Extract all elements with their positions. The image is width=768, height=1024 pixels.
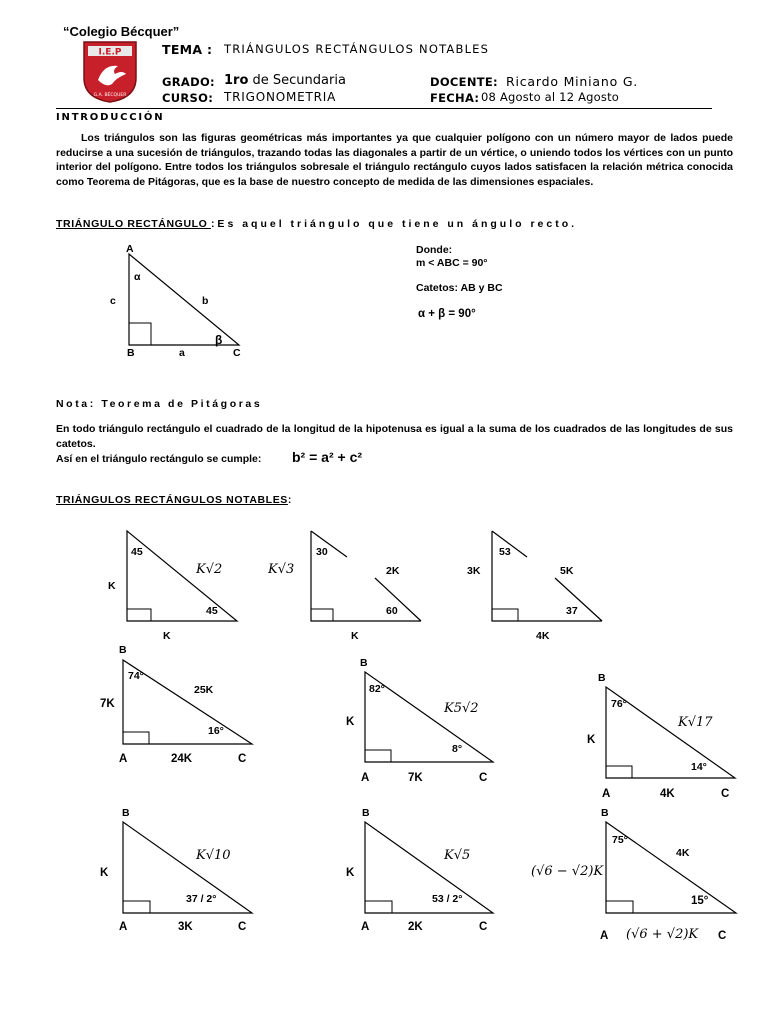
t2-left: K√3 — [268, 562, 295, 577]
t9-vertex-A: A — [600, 930, 609, 942]
right-angle-mark — [127, 609, 151, 621]
school-name: “Colegio Bécquer” — [63, 24, 180, 39]
t8-vertex-A: A — [361, 921, 370, 933]
t9-bottom: (√6 + √2)K — [626, 927, 699, 942]
fecha-value: 08 Agosto al 12 Agosto — [481, 90, 620, 104]
fecha-label: FECHA: — [430, 91, 480, 105]
t1-bottom-angle: 45 — [206, 605, 218, 617]
curso-value: TRIGONOMETRIA — [224, 90, 337, 104]
t3-bottom: 4K — [536, 630, 550, 642]
t6-bottom-angle: 14° — [691, 761, 707, 773]
alpha-label: α — [134, 271, 141, 283]
t6-top-angle: 76° — [611, 698, 627, 710]
beta-label: β — [215, 333, 223, 347]
right-angle-mark — [311, 609, 333, 621]
t9-vertex-B: B — [601, 807, 609, 819]
t6-vertex-B: B — [598, 672, 606, 684]
t3-bottom-angle: 37 — [566, 605, 578, 617]
vertex-C-label: C — [233, 347, 241, 359]
angle-sum-text: α + β = 90° — [418, 308, 476, 320]
vertex-B-label: B — [127, 347, 135, 359]
right-angle-mark — [123, 732, 149, 744]
triangle-37-53-legs — [492, 531, 602, 621]
docente-label: DOCENTE: — [430, 75, 498, 89]
grado-label: GRADO: — [162, 75, 215, 89]
t8-vertex-C: C — [479, 921, 488, 933]
t4-top-angle: 74° — [128, 670, 144, 682]
t7-bottom-angle: 37 / 2° — [186, 893, 217, 905]
triangle-53-half — [365, 822, 493, 913]
catetos-text: Catetos: AB y BC — [416, 282, 503, 294]
t9-top-angle: 75° — [612, 834, 628, 846]
right-triangle-definition: :Es aquel triángulo que tiene un ángulo recto. — [210, 218, 578, 230]
side-c-label: c — [110, 295, 116, 307]
t7-vertex-B: B — [122, 807, 130, 819]
tema-label: TEMA : — [162, 42, 213, 57]
right-angle-mark — [606, 766, 632, 778]
side-a-label: a — [179, 347, 185, 359]
t5-top-angle: 82° — [369, 683, 385, 695]
logo-text: I.E.P — [98, 47, 122, 58]
triangle-30-60-legs — [311, 531, 421, 621]
tema-value: TRIÁNGULOS RECTÁNGULOS NOTABLES — [224, 42, 490, 56]
t6-bottom: 4K — [660, 788, 675, 800]
t8-bottom: 2K — [408, 921, 423, 933]
t4-hyp: 25K — [194, 684, 214, 696]
triangle-30-60-hyp-bottom — [375, 578, 421, 621]
t1-left: K — [108, 580, 116, 592]
pythagoras-formula: b² = a² + c² — [292, 449, 363, 465]
t4-bottom: 24K — [171, 753, 193, 765]
t5-left: K — [346, 716, 355, 728]
t3-top-angle: 53 — [499, 546, 511, 558]
intro-paragraph: Los triángulos son las figuras geométricas más importantes ya que cualquier polígono con un número mayor de lados puede reducirse a una sucesión de triángulos, trazando todas las diagonales a partir de un vértice, o uniendo todos los vértices con un punto interior del polígono. Entre todos los triángulos sobresale el triángulo rectángulo cuyos lados satisfacen la relación métrica conocida como Teorema de Pitágoras, que es la base de nuestro concepto de medida de las dimensiones espaciales. — [56, 132, 733, 188]
t5-vertex-C: C — [479, 772, 488, 784]
right-angle-mark — [365, 901, 392, 913]
t6-vertex-A: A — [602, 788, 611, 800]
t9-left: (√6 − √2)K — [531, 864, 604, 879]
logo-caption: G.A. BÉCQUER — [93, 93, 127, 98]
t6-left: K — [587, 734, 596, 746]
right-angle-mark — [365, 750, 391, 762]
t7-vertex-A: A — [119, 921, 128, 933]
t4-vertex-C: C — [238, 753, 247, 765]
note-paragraph: En todo triángulo rectángulo el cuadrado de la longitud de la hipotenusa es igual a la suma de los cuadrados de las longitudes de sus catetos. — [56, 423, 733, 450]
right-angle-mark — [123, 901, 150, 913]
t7-bottom: 3K — [178, 921, 193, 933]
right-angle-mark — [492, 609, 518, 621]
t6-vertex-C: C — [721, 788, 730, 800]
t5-bottom-angle: 8° — [452, 743, 463, 755]
docente-value: Ricardo Miniano G. — [506, 74, 639, 89]
t4-bottom-angle: 16° — [208, 725, 224, 737]
t8-bottom-angle: 53 / 2° — [432, 893, 463, 905]
t9-hyp: 4K — [676, 847, 690, 859]
t2-bottom-angle: 60 — [386, 605, 398, 617]
t7-vertex-C: C — [238, 921, 247, 933]
t4-vertex-A: A — [119, 753, 128, 765]
t6-hyp: K√17 — [678, 715, 713, 730]
where-angle: m < ABC = 90° — [416, 257, 488, 269]
t4-left: 7K — [100, 698, 115, 710]
t7-hyp: K√10 — [196, 848, 231, 863]
where-title: Donde: — [416, 244, 453, 256]
note-heading: Nota: Teorema de Pitágoras — [56, 398, 263, 410]
t5-vertex-B: B — [360, 657, 368, 669]
t7-left: K — [100, 867, 109, 879]
t5-hyp: K5√2 — [444, 701, 479, 716]
right-angle-mark — [606, 901, 633, 913]
curso-label: CURSO: — [162, 91, 214, 105]
t9-vertex-C: C — [718, 930, 727, 942]
intro-heading: INTRODUCCIÓN — [56, 112, 165, 123]
t5-vertex-A: A — [361, 772, 370, 784]
formula-intro: Así en el triángulo rectángulo se cumple: — [56, 453, 262, 465]
t9-bottom-angle: 15° — [691, 895, 709, 907]
right-triangle-heading: TRIÁNGULO RECTÁNGULO — [56, 218, 211, 230]
t1-bottom: K — [163, 630, 171, 642]
t3-hyp: 5K — [560, 565, 574, 577]
t5-bottom: 7K — [408, 772, 423, 784]
notables-colon: : — [287, 494, 293, 506]
notables-heading: TRIÁNGULOS RECTÁNGULOS NOTABLES — [56, 494, 288, 506]
t2-top-angle: 30 — [316, 546, 328, 558]
grado-rest: de Secundaria — [248, 73, 346, 88]
t8-hyp: K√5 — [444, 848, 471, 863]
t8-left: K — [346, 867, 355, 879]
t8-vertex-B: B — [362, 807, 370, 819]
triangle-37-53-hyp-bottom — [555, 578, 602, 621]
t3-left: 3K — [467, 565, 481, 577]
grado-number: 1ro — [224, 73, 249, 88]
t1-hyp: K√2 — [196, 562, 223, 577]
side-b-label: b — [202, 295, 209, 307]
t2-bottom: K — [351, 630, 359, 642]
vertex-A-label: A — [126, 243, 134, 255]
t2-hyp: 2K — [386, 565, 400, 577]
t1-top-angle: 45 — [131, 546, 143, 558]
t4-vertex-B: B — [119, 644, 127, 656]
